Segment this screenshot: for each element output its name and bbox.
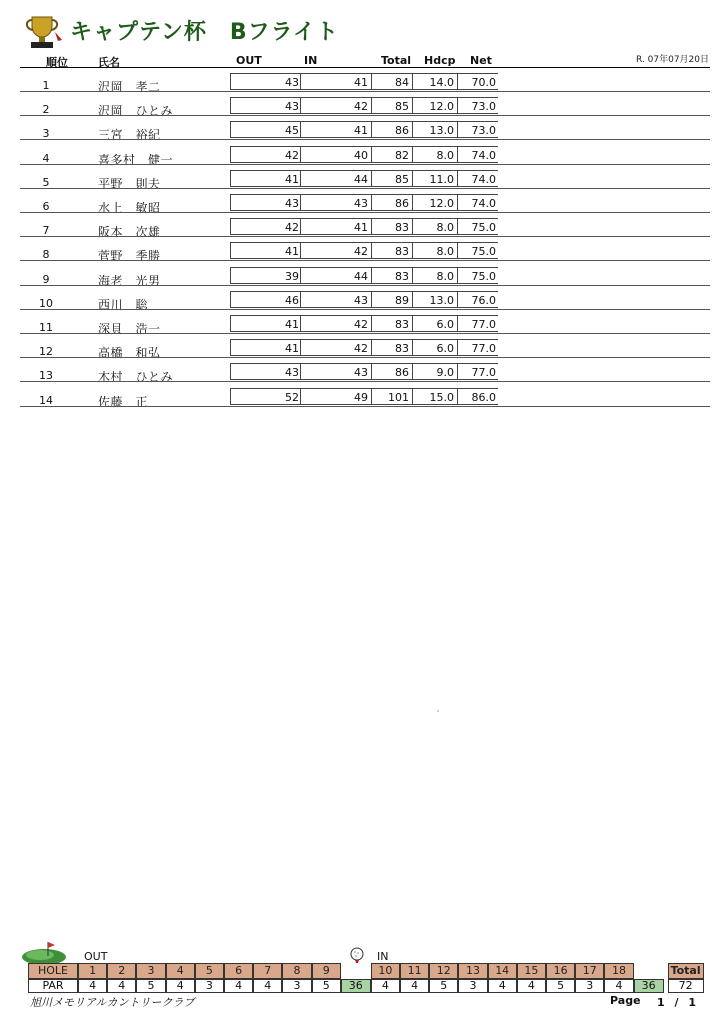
table-row	[0, 70, 723, 94]
row-underline	[20, 212, 710, 213]
table-row	[0, 167, 723, 191]
in-cell: 44	[354, 172, 368, 186]
player-name: 木村 ひとみ	[98, 370, 174, 385]
player-name: 三宮 裕紀	[98, 128, 161, 143]
player-name: 水上 敏昭	[98, 201, 161, 215]
cell-divider	[412, 194, 413, 211]
column-header-hdcp: Hdcp	[424, 54, 456, 67]
total-cell: 89	[395, 293, 409, 307]
hole-par: 5	[546, 979, 575, 993]
cell-divider	[412, 291, 413, 308]
out-cell: 41	[285, 172, 299, 186]
cell-divider	[300, 339, 301, 356]
hdcp-cell: 15.0	[429, 390, 454, 404]
total-cell: 86	[395, 124, 409, 138]
cell-divider	[300, 73, 301, 90]
hole-par: 4	[224, 979, 253, 993]
table-row	[0, 215, 723, 239]
player-name: 海老 光男	[98, 273, 161, 288]
out-cell: 39	[285, 269, 299, 283]
hole-par: 3	[575, 979, 604, 993]
rank-cell: 1	[42, 79, 50, 92]
player-name: 沢岡 ひとみ	[98, 104, 174, 119]
in-cell: 41	[354, 124, 368, 138]
out-cell: 41	[285, 245, 299, 259]
cell-divider	[300, 363, 301, 380]
table-row	[0, 143, 723, 167]
hole-number: 4	[166, 963, 195, 979]
hole-par: 4	[488, 979, 517, 993]
column-header-out: OUT	[236, 54, 262, 67]
cell-divider	[300, 170, 301, 187]
hole-par: 5	[312, 979, 341, 993]
net-cell: 86.0	[471, 390, 496, 404]
row-underline	[20, 188, 710, 189]
table-row	[0, 94, 723, 118]
trophy-icon	[22, 14, 64, 50]
player-name: 高橋 和弘	[98, 346, 161, 361]
table-row	[0, 191, 723, 215]
cell-divider	[412, 121, 413, 138]
rank-cell: 12	[39, 345, 53, 359]
hole-par: 3	[282, 979, 311, 993]
rank-cell: 6	[42, 200, 50, 213]
net-cell: 75.0	[471, 245, 496, 259]
hole-par: 3	[195, 979, 224, 993]
hole-number: 5	[195, 963, 224, 979]
in-subtotal-header	[634, 963, 664, 979]
hole-number: 10	[371, 963, 400, 979]
player-name: 沢岡 孝二	[98, 80, 161, 94]
cell-divider	[300, 242, 301, 259]
column-header-total: Total	[381, 54, 412, 67]
out-cell: 41	[285, 318, 299, 331]
in-cell: 42	[354, 342, 368, 356]
out-cell: 52	[285, 390, 299, 404]
row-underline	[20, 406, 710, 407]
player-name: 西川 聡	[98, 297, 149, 312]
net-cell: 74.0	[471, 172, 496, 186]
hdcp-cell: 14.0	[429, 76, 454, 89]
event-date: R. 07年07月20日	[635, 55, 709, 65]
column-header-in: IN	[304, 54, 318, 67]
cell-divider	[412, 146, 413, 163]
hdcp-cell: 8.0	[436, 221, 454, 235]
cell-divider	[300, 291, 301, 308]
in-cell: 41	[354, 221, 368, 235]
hdcp-cell: 8.0	[436, 245, 454, 259]
net-cell: 70.0	[471, 76, 496, 89]
rank-cell: 14	[39, 393, 53, 407]
hole-number: 15	[517, 963, 546, 979]
hole-number: 13	[458, 963, 487, 979]
out-cell: 43	[285, 100, 299, 114]
table-row	[0, 264, 723, 288]
hole-label: HOLE	[28, 963, 78, 979]
rank-cell: 10	[39, 296, 53, 310]
hole-par: 4	[371, 979, 400, 993]
in-par-subtotal: 36	[634, 979, 664, 993]
cell-divider	[300, 146, 301, 163]
in-cell: 42	[354, 318, 368, 331]
hole-number: 17	[575, 963, 604, 979]
total-cell: 84	[395, 76, 409, 89]
cell-divider	[412, 170, 413, 187]
header-divider	[20, 67, 710, 68]
hole-par: 4	[253, 979, 282, 993]
hole-number: 9	[312, 963, 341, 979]
hdcp-cell: 8.0	[436, 148, 454, 162]
total-cell: 86	[395, 197, 409, 210]
row-underline	[20, 309, 710, 310]
cell-divider	[412, 315, 413, 332]
scan-speck	[437, 710, 439, 712]
total-cell: 83	[395, 318, 409, 331]
net-cell: 73.0	[471, 124, 496, 138]
total-label: Total	[668, 963, 704, 979]
in-cell: 43	[354, 293, 368, 307]
out-cell: 43	[285, 197, 299, 210]
total-cell: 85	[395, 100, 409, 114]
in-cell: 49	[354, 390, 368, 404]
net-cell: 75.0	[471, 221, 496, 235]
table-row	[0, 385, 723, 409]
net-cell: 77.0	[471, 342, 496, 356]
cell-divider	[412, 97, 413, 114]
table-row	[0, 288, 723, 312]
out-cell: 43	[285, 76, 299, 89]
total-cell: 101	[388, 390, 409, 404]
hole-number: 3	[136, 963, 165, 979]
hdcp-cell: 13.0	[429, 124, 454, 138]
hole-number: 6	[224, 963, 253, 979]
out-label: OUT	[84, 950, 108, 963]
in-cell: 42	[354, 245, 368, 259]
cell-divider	[412, 267, 413, 284]
column-header-name: 氏名	[98, 56, 120, 69]
in-cell: 43	[354, 366, 368, 380]
net-cell: 74.0	[471, 148, 496, 162]
rank-cell: 13	[39, 369, 53, 383]
row-underline	[20, 164, 710, 165]
net-cell: 77.0	[471, 318, 496, 331]
hole-number: 18	[604, 963, 633, 979]
hdcp-cell: 8.0	[436, 269, 454, 283]
hole-par: 4	[400, 979, 429, 993]
player-name: 菅野 季勝	[98, 249, 161, 264]
cell-divider	[412, 339, 413, 356]
cell-divider	[412, 242, 413, 259]
page-current: 1	[657, 996, 665, 1009]
rank-cell: 8	[42, 248, 50, 262]
in-cell: 40	[354, 148, 368, 162]
in-cell: 43	[354, 197, 368, 210]
hole-number: 16	[546, 963, 575, 979]
total-cell: 83	[395, 245, 409, 259]
total-cell: 82	[395, 148, 409, 162]
row-underline	[20, 91, 710, 92]
table-row	[0, 118, 723, 142]
rank-cell: 9	[42, 272, 50, 286]
hole-par: 3	[458, 979, 487, 993]
hole-number: 8	[282, 963, 311, 979]
row-underline	[20, 139, 710, 140]
in-cell: 44	[354, 269, 368, 283]
page-label: Page	[610, 994, 641, 1007]
hole-par: 4	[517, 979, 546, 993]
hdcp-cell: 13.0	[429, 293, 454, 307]
club-name: 旭川メモリアルカントリークラブ	[30, 996, 195, 1009]
cell-divider	[412, 388, 413, 405]
total-cell: 83	[395, 342, 409, 356]
out-cell: 43	[285, 366, 299, 380]
hole-par: 5	[136, 979, 165, 993]
row-underline	[20, 285, 710, 286]
cell-divider	[300, 121, 301, 138]
hdcp-cell: 6.0	[436, 318, 454, 331]
net-cell: 75.0	[471, 269, 496, 283]
player-name: 喜多村 健一	[98, 152, 174, 167]
row-underline	[20, 357, 710, 358]
cell-divider	[412, 363, 413, 380]
hole-number: 14	[488, 963, 517, 979]
row-underline	[20, 236, 710, 237]
cell-divider	[412, 218, 413, 235]
player-name: 平野 則夫	[98, 176, 161, 191]
hdcp-cell: 9.0	[436, 366, 454, 380]
rank-cell: 11	[39, 321, 53, 334]
hole-par: 4	[78, 979, 107, 993]
hole-number: 7	[253, 963, 282, 979]
out-cell: 45	[285, 124, 299, 138]
hole-par: 4	[107, 979, 136, 993]
out-par-subtotal: 36	[341, 979, 371, 993]
player-name: 佐藤 正	[98, 394, 149, 409]
par-label: PAR	[28, 979, 78, 993]
cell-divider	[300, 97, 301, 114]
row-underline	[20, 260, 710, 261]
rank-cell: 2	[42, 103, 50, 117]
hdcp-cell: 6.0	[436, 342, 454, 356]
cell-divider	[412, 73, 413, 90]
table-row	[0, 312, 723, 336]
total-cell: 86	[395, 366, 409, 380]
in-label: IN	[377, 950, 389, 963]
out-cell: 42	[285, 221, 299, 235]
cell-divider	[300, 218, 301, 235]
hdcp-cell: 12.0	[429, 100, 454, 114]
total-cell: 83	[395, 221, 409, 235]
table-row	[0, 360, 723, 384]
table-row	[0, 336, 723, 360]
rank-cell: 3	[42, 127, 50, 141]
hole-par: 5	[429, 979, 458, 993]
total-par: 72	[668, 979, 704, 993]
table-row	[0, 239, 723, 263]
cell-divider	[300, 194, 301, 211]
net-cell: 77.0	[471, 366, 496, 380]
hole-number: 12	[429, 963, 458, 979]
column-header-net: Net	[470, 54, 492, 67]
net-cell: 73.0	[471, 100, 496, 114]
out-cell: 42	[285, 148, 299, 162]
in-cell: 41	[354, 76, 368, 89]
rank-cell: 7	[42, 224, 50, 238]
hole-number: 1	[78, 963, 107, 979]
hole-number: 11	[400, 963, 429, 979]
net-cell: 74.0	[471, 197, 496, 210]
hole-number: 2	[107, 963, 136, 979]
hole-par: 4	[604, 979, 633, 993]
rank-cell: 4	[42, 151, 50, 165]
in-cell: 42	[354, 100, 368, 114]
rank-cell: 5	[42, 175, 50, 189]
page-title: キャプテン杯 Bフライト	[70, 20, 340, 45]
player-name: 阪本 次雄	[98, 225, 161, 240]
net-cell: 76.0	[471, 293, 496, 307]
page-total: 1	[688, 996, 697, 1009]
total-cell: 85	[395, 172, 409, 186]
out-cell: 46	[285, 293, 299, 307]
player-name: 深貝 浩一	[98, 322, 161, 336]
out-cell: 41	[285, 342, 299, 356]
row-underline	[20, 333, 710, 334]
row-underline	[20, 381, 710, 382]
row-underline	[20, 115, 710, 116]
hdcp-cell: 12.0	[429, 197, 454, 210]
cell-divider	[300, 388, 301, 405]
hdcp-cell: 11.0	[429, 172, 454, 186]
total-cell: 83	[395, 269, 409, 283]
page-indicator	[657, 996, 696, 1009]
cell-divider	[300, 315, 301, 332]
column-header-rank: 順位	[46, 56, 68, 69]
page-separator: /	[674, 996, 679, 1009]
out-subtotal-header	[341, 963, 371, 979]
hole-par: 4	[166, 979, 195, 993]
cell-divider	[300, 267, 301, 284]
